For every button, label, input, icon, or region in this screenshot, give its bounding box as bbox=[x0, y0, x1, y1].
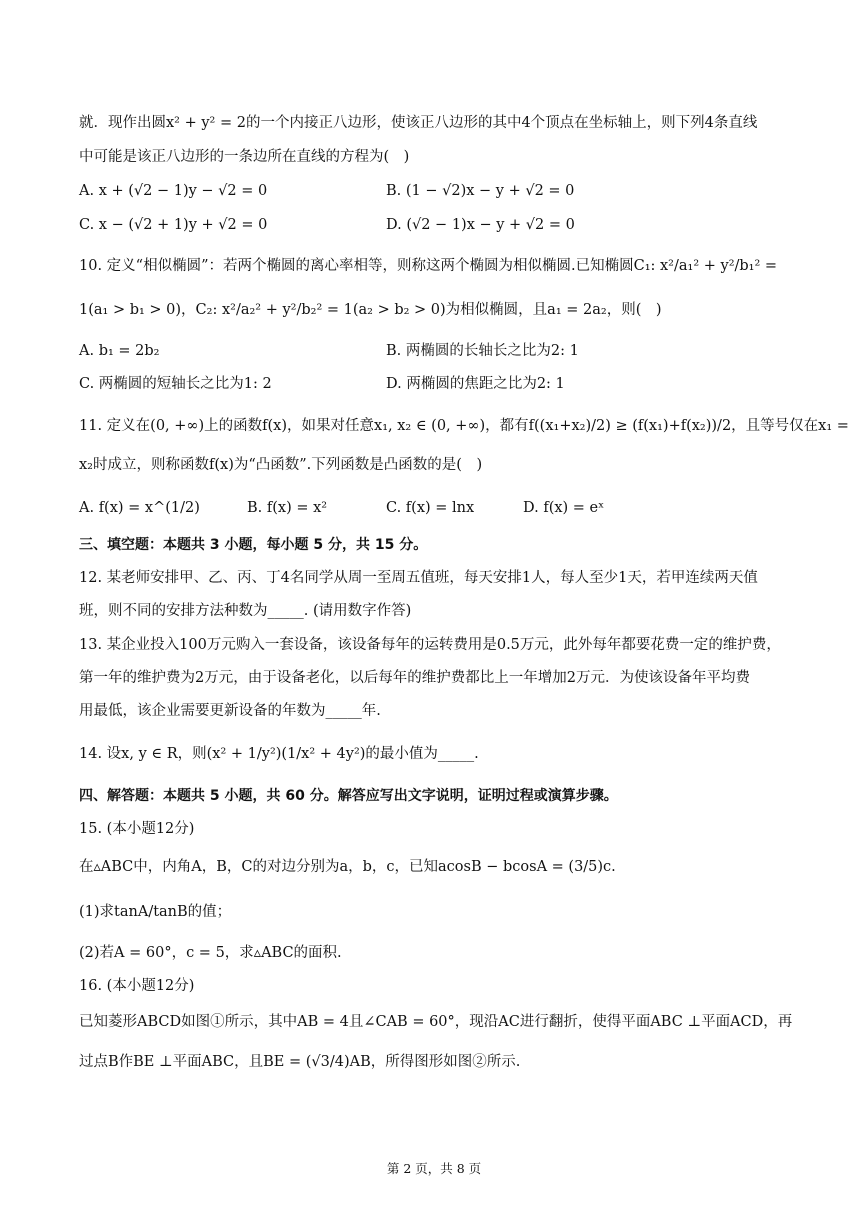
q15-stem: 在▵ABC中，内角A，B，C的对边分别为a，b，c，已知acosB − bcosA = (3/5)c. bbox=[79, 859, 616, 875]
q14-line: 14. 设x, y ∈ R，则(x² + 1/y²)(1/x² + 4y²)的最小值为_____. bbox=[79, 746, 479, 762]
q10-option-a: A. b₁ = 2b₂ bbox=[79, 343, 160, 359]
q12-line-1: 12. 某老师安排甲、乙、丙、丁4名同学从周一至周五值班，每天安排1人，每人至少1天，若甲连续两天值 bbox=[79, 570, 758, 586]
section-4-heading: 四、解答题：本题共 5 小题，共 60 分。解答应写出文字说明，证明过程或演算步骤。 bbox=[79, 788, 618, 804]
q9-stem-line-1: 就．现作出圆x² + y² = 2的一个内接正八边形，使该正八边形的其中4个顶点在坐标轴上，则下列4条直线 bbox=[79, 115, 758, 131]
q9-option-b: B. (1 − √2)x − y + √2 = 0 bbox=[386, 183, 575, 199]
q11-stem-line-1: 11. 定义在(0, +∞)上的函数f(x)，如果对任意x₁, x₂ ∈ (0, +∞)，都有f((x₁+x₂)/2) ≥ (f(x₁)+f(x₂))/2，且等号仅在x₁ = bbox=[79, 418, 849, 434]
q16-stem-line-1: 已知菱形ABCD如图①所示，其中AB = 4且∠CAB = 60°，现沿AC进行翻折，使得平面ABC ⊥平面ACD，再 bbox=[79, 1014, 793, 1030]
q15-part-1: (1)求tanA/tanB的值； bbox=[79, 904, 232, 920]
q15-part-2: (2)若A = 60°，c = 5，求▵ABC的面积. bbox=[79, 945, 342, 961]
q9-option-c: C. x − (√2 + 1)y + √2 = 0 bbox=[79, 217, 268, 233]
q16-stem-line-2: 过点B作BE ⊥平面ABC，且BE = (√3/4)AB，所得图形如图②所示. bbox=[79, 1054, 521, 1070]
q9-option-a: A. x + (√2 − 1)y − √2 = 0 bbox=[79, 183, 268, 199]
q13-line-3: 用最低，该企业需要更新设备的年数为_____年. bbox=[79, 703, 381, 719]
q10-option-b: B. 两椭圆的长轴长之比为2: 1 bbox=[386, 343, 579, 359]
q11-option-c: C. f(x) = lnx bbox=[386, 500, 475, 516]
q10-option-c: C. 两椭圆的短轴长之比为1: 2 bbox=[79, 376, 272, 392]
q11-option-b: B. f(x) = x² bbox=[247, 500, 328, 516]
q11-option-a: A. f(x) = x^(1/2) bbox=[79, 500, 200, 516]
q13-line-2: 第一年的维护费为2万元，由于设备老化，以后每年的维护费都比上一年增加2万元．为使该设备年平均费 bbox=[79, 670, 750, 686]
q9-option-d: D. (√2 − 1)x − y + √2 = 0 bbox=[386, 217, 575, 233]
q15-header: 15. (本小题12分) bbox=[79, 821, 195, 837]
q9-stem-line-2: 中可能是该正八边形的一条边所在直线的方程为( ) bbox=[79, 149, 410, 165]
q11-stem-line-2: x₂时成立，则称函数f(x)为“凸函数”.下列函数是凸函数的是( ) bbox=[79, 457, 483, 473]
q11-option-d: D. f(x) = eˣ bbox=[523, 500, 605, 516]
q13-line-1: 13. 某企业投入100万元购入一套设备，该设备每年的运转费用是0.5万元，此外每年都要花费一定的维护费， bbox=[79, 637, 781, 653]
section-3-heading: 三、填空题：本题共 3 小题，每小题 5 分，共 15 分。 bbox=[79, 537, 428, 553]
page-footer: 第 2 页，共 8 页 bbox=[386, 1161, 482, 1176]
q10-stem-line-2: 1(a₁ > b₁ > 0)，C₂: x²/a₂² + y²/b₂² = 1(a₂ > b₂ > 0)为相似椭圆，且a₁ = 2a₂，则( ) bbox=[79, 302, 662, 318]
q10-option-d: D. 两椭圆的焦距之比为2: 1 bbox=[386, 376, 565, 392]
q12-line-2: 班，则不同的安排方法种数为_____. (请用数字作答) bbox=[79, 603, 412, 619]
q16-header: 16. (本小题12分) bbox=[79, 978, 195, 994]
q10-stem-line-1: 10. 定义“相似椭圆”：若两个椭圆的离心率相等，则称这两个椭圆为相似椭圆.已知椭圆C₁: x²/a₁² + y²/b₁² = bbox=[79, 258, 778, 274]
